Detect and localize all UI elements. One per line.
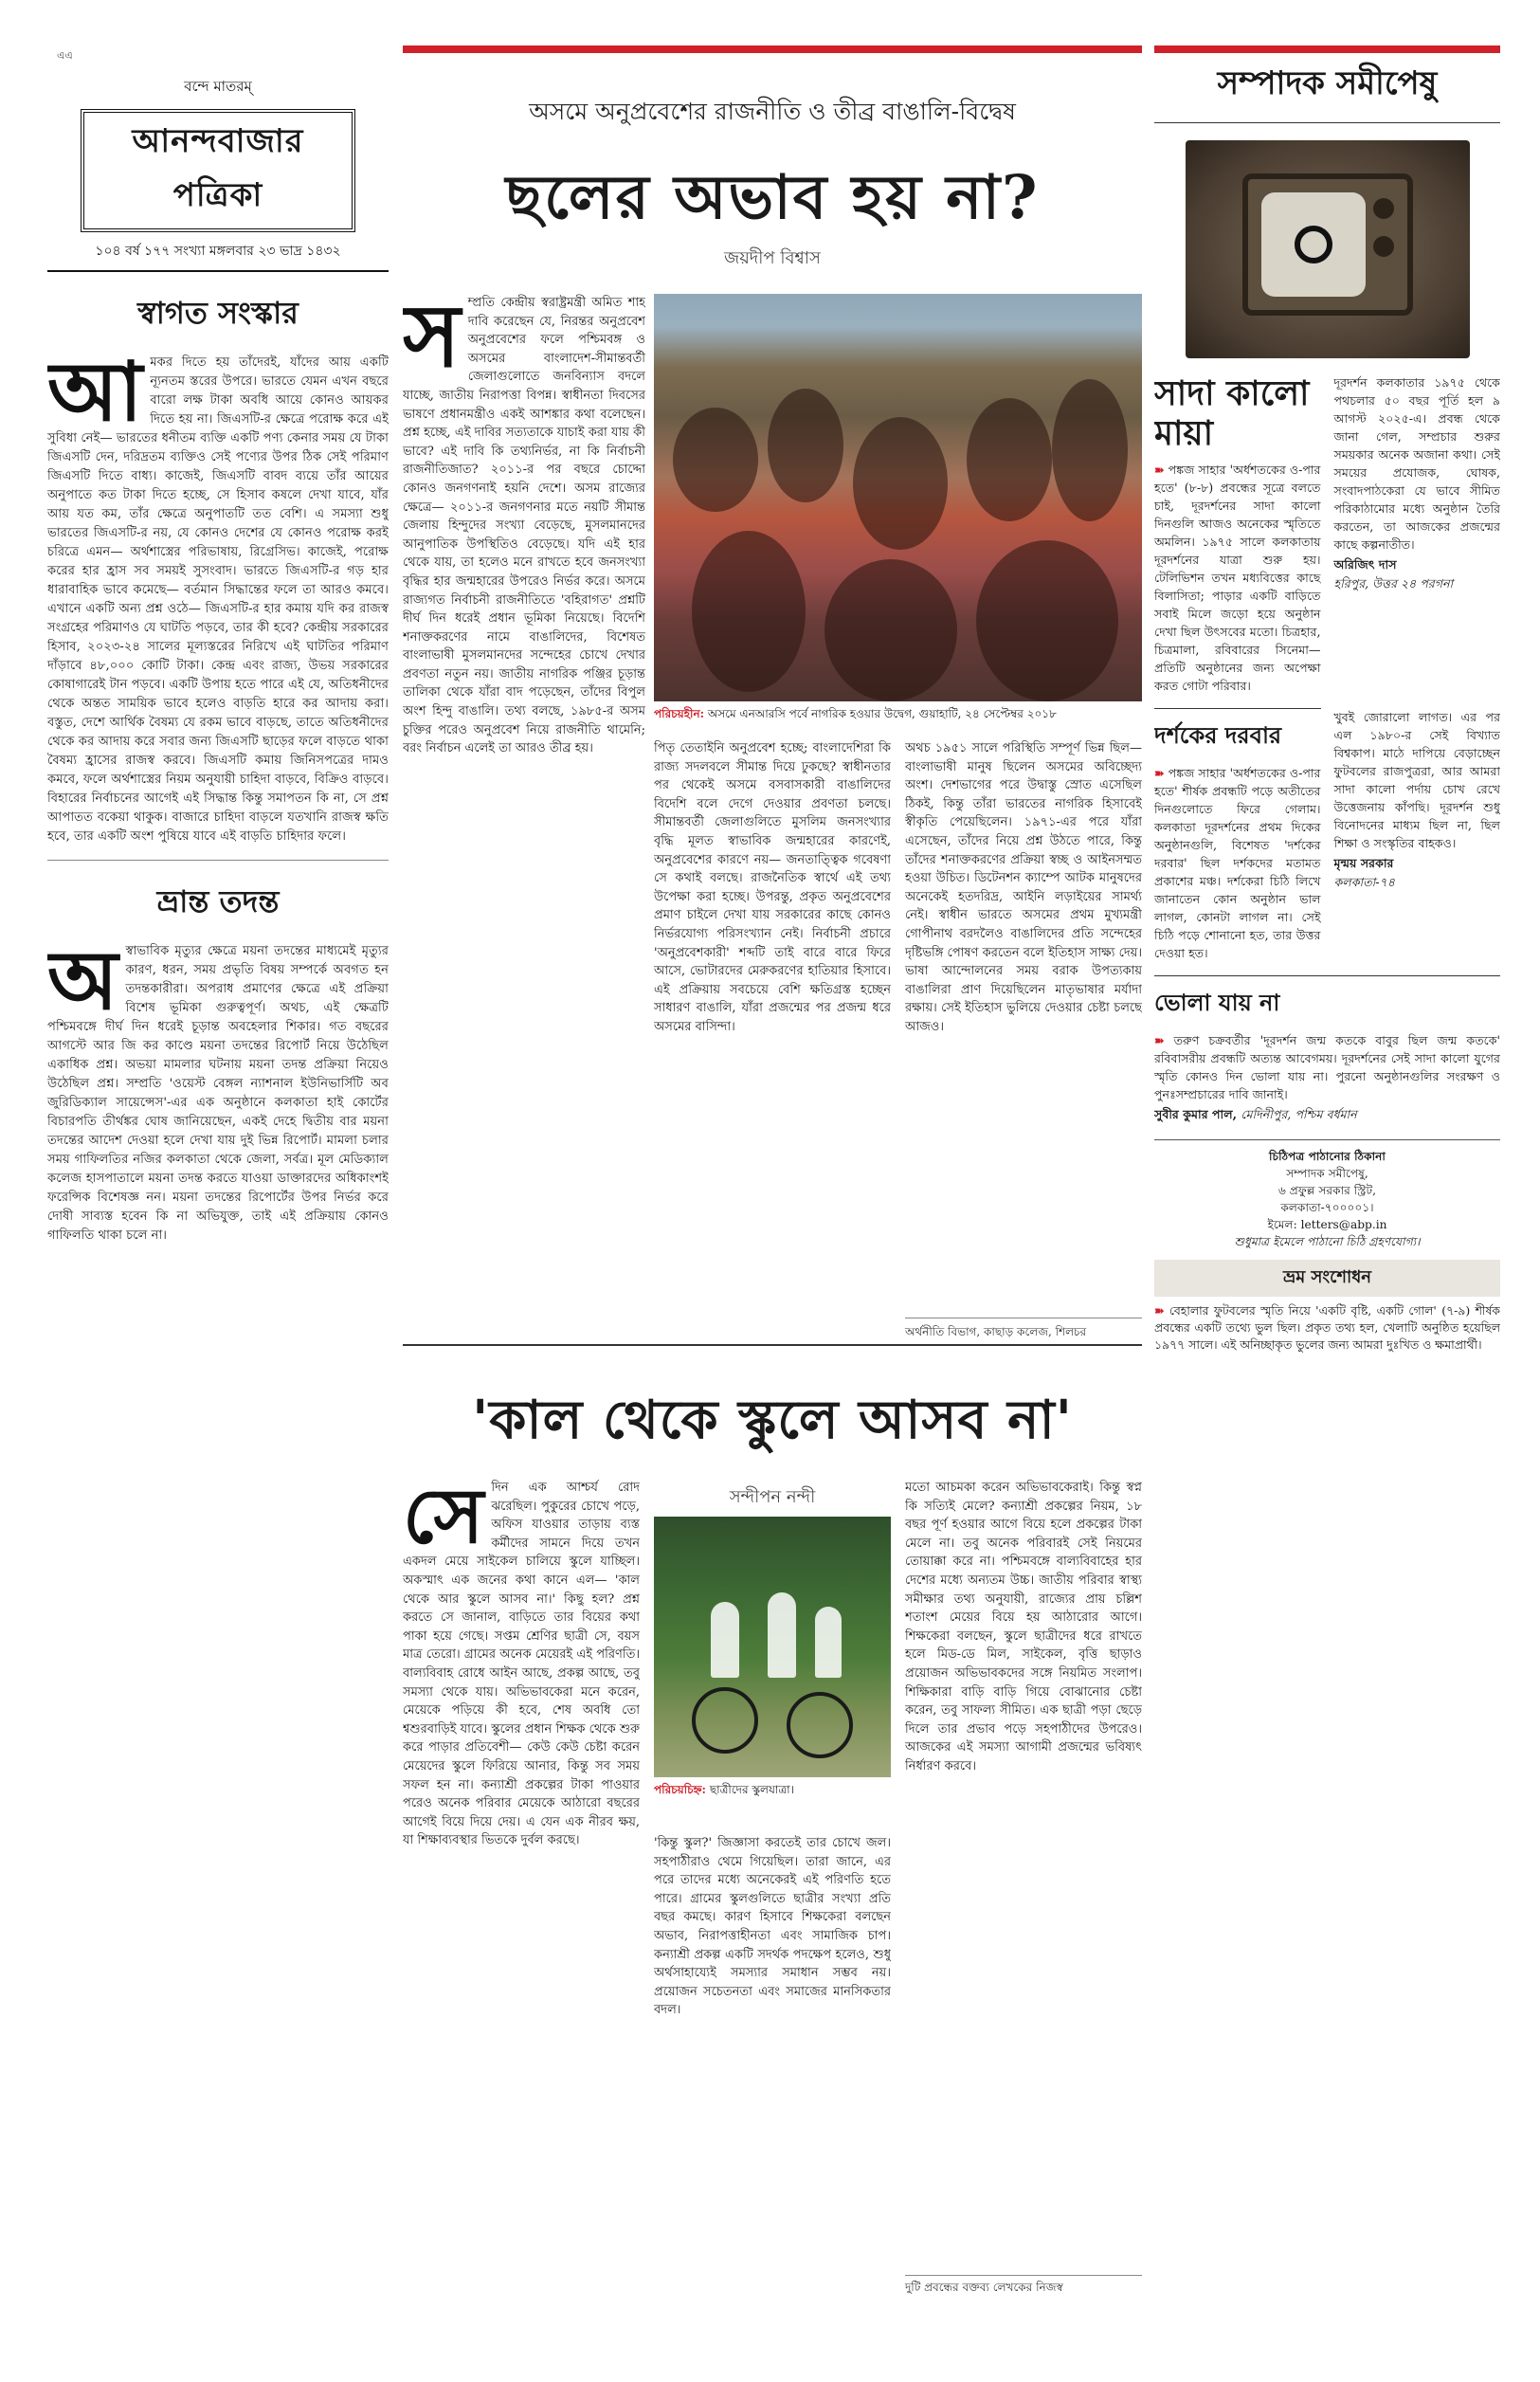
article2-dropcap: সে (403, 1479, 484, 1560)
article2-photo-caption (654, 1782, 891, 1798)
editorial-text-2: স্বাভাবিক মৃত্যুর ক্ষেত্রে ময়না তদন্তের মাধ্যমেই মৃত্যুর কারণ, ধরন, সময় প্রভৃতি বিষয় সম্পর্কে অবগত হন তদন্তকারীরা। অপরাধ প্রমাণের ক্ষেত্রে এই প্রক্রিয়া বিশেষ ভূমিকা গুরুত্বপূর্ণ। অথচ, এই ক্ষেত্রটি পশ্চিমবঙ্গে দীর্ঘ দিন ধরেই চূড়ান্ত অবহেলার শিকার। গত বছরের আগস্টে আর জি কর কাণ্ডে ময়না তদন্তের রিপোর্ট নিয়ে উঠেছিল একাধিক প্রশ্ন। অভয়া মামলার ঘটনায় ময়না তদন্ত প্রক্রিয়া নিয়েও উঠেছিল প্রশ্ন। সম্প্রতি 'ওয়েস্ট বেঙ্গল ন্যাশনাল ইউনিভার্সিটি অব জুরিডিক্যাল সায়েন্সেস'-এর এক অনুষ্ঠানে কলকাতা হাই কোর্টের বিচারপতি তীর্থঙ্কর ঘোষ জানিয়েছেন, একই দেহে দ্বিতীয় বার ময়না তদন্তের আদেশ দেওয়া হলে দেখা যায় দুই ভিন্ন রিপোর্ট। মামলা চলার সময় গাফিলতির নজির কলকাতা থেকে জেলা, সর্বত্র। মূল মেডিক্যাল কলেজ হাসপাতালে ময়না তদন্ত করতে যাওয়া ডাক্তারদের অধিকাংশই ফরেন্সিক বিশেষজ্ঞ নন। ময়না তদন্তের রিপোর্টের উপর নির্ভর করে দোষী সাব্যস্ত হবেন কি না অভিযুক্ত, তাই এই প্রক্রিয়ায় কোনও গাফিলতি থাকা চলে না। (47, 944, 389, 1243)
letter-3-title: ভোলা যায় না (1154, 975, 1500, 1024)
letter-1-title: সাদা কালো মায়া (1154, 373, 1310, 453)
article1-headline: ছলের অভাব হয় না? (505, 162, 1040, 233)
article1-author: জয়দীপ বিশ্বাস (724, 248, 821, 268)
article2-headline: 'কাল থেকে স্কুলে আসব না' (472, 1389, 1073, 1451)
arrow-icon: ➽ (1154, 463, 1165, 477)
letter-1 (1154, 373, 1500, 695)
arrow-icon: ➽ (1154, 1303, 1165, 1318)
article2-column-1 (403, 1479, 640, 2313)
article2-caption-tag: পরিচয়চিহ্ন: (654, 1783, 706, 1796)
letter-1-text-2: দূরদর্শন কলকাতার ১৯৭৫ থেকে পথচলার ৫০ বছর পূর্তি হল ৯ আগস্ট ২০২৫-এ। প্রবন্ধ থেকে জানা গেল, সম্প্রচার শুরুর সময়কার অনেক অজানা কথা। সেই সময়ের প্রযোজক, ঘোষক, সংবাদপাঠকেরা যে ভাবে সীমিত পরিকাঠামোর মধ্যে অনুষ্ঠান তৈরি করতেন, তা আজকের প্রজন্মের কাছে কল্পনাতীত। (1333, 375, 1500, 552)
letters-address-box: চিঠিপত্র পাঠানোর ঠিকানা সম্পাদক সমীপেষু, ৬ প্রফুল্ল সরকার স্ট্রিট, কলকাতা-৭০০০০১। ইমেল: letters@abp.in শুধুমাত্র ইমেলে পাঠানো চিঠি গ্রহণযোগ্য। (1154, 1139, 1500, 1250)
article2-caption-text: ছাত্রীদের স্কুলযাত্রা। (709, 1783, 794, 1796)
letters-email-link[interactable]: ইমেল: letters@abp.in (1267, 1218, 1387, 1231)
top-red-rule (403, 45, 1142, 53)
article1-column-2: পিতৃ তেতাইনি অনুপ্রবেশ হচ্ছে; বাংলাদেশিরা কি রাজ্য সদলবলে সীমান্ত দিয়ে ঢুকছে? স্বাধীনতার পর থেকেই অসমে বসবাসকারী বাঙালিদের বিদেশি বলে দেগে দেওয়ার প্রবণতা চলছে। সীমান্তবর্তী জেলাগুলিতে মুসলিম জনসংখ্যার বৃদ্ধি মূলত স্বাভাবিক জন্মহারের কারণেই, অনুপ্রবেশের কারণে নয়— জনতাত্ত্বিক গবেষণা সে কথাই বলছে। রাজনৈতিক স্বার্থে এই তথ্য উপেক্ষা করা হচ্ছে। উপরন্তু, প্রকৃত অনুপ্রবেশের প্রমাণ চাইলে দেখা যায় সরকারের কাছে কোনও নির্ভরযোগ্য পরিসংখ্যান নেই। নির্বাচনী প্রচারে 'অনুপ্রবেশকারী' শব্দটি তাই বারে বারে ফিরে আসে, ভোটারদের মেরুকরণের হাতিয়ার হিসাবে। এই প্রক্রিয়ায় সবচেয়ে বেশি ক্ষতিগ্রস্ত হচ্ছেন সাধারণ বাঙালি, যাঁরা প্রজন্মের পর প্রজন্ম ধরে অসমের বাসিন্দা। (654, 741, 891, 1034)
newspaper-masthead: আনন্দবাজার পত্রিকা (81, 109, 355, 232)
article1-caption-text: অসমে এনআরসি পর্বে নাগরিক হওয়ার উদ্বেগ, গুয়াহাটি, ২৪ সেপ্টেম্বর ২০১৮ (707, 707, 1057, 720)
editorial-dropcap-1: আ (47, 344, 143, 440)
article1-caption-tag: পরিচয়হীন: (654, 707, 705, 720)
letter-3-signature: সুবীর কুমার পাল, মেদিনীপুর, পশ্চিম বর্ধমান (1154, 1107, 1357, 1121)
edition-line: ১০৪ বর্ষ ১৭৭ সংখ্যা মঙ্গলবার ২৩ ভাদ্র ১৪৩২ (47, 240, 389, 272)
letter-1-text: পঙ্কজ সাহার 'অর্ধশতকের ও-পার হতে' (৮-৮) প্রবন্ধের সূত্রে বলতে চাই, দূরদর্শনের সাদা কালো দিনগুলি আজও অনেকের স্মৃতিতে অমলিন। ১৯৭৫ সালে কলকাতায় দূরদর্শনের যাত্রা শুরু হয়। টেলিভিশন তখন মধ্যবিত্তের কাছে বিলাসিতা; পাড়ার একটি বাড়িতে সবাই মিলে জড়ো হয়ে অনুষ্ঠান দেখা ছিল উৎসবের মতো। চিত্রহার, চিত্রমালা, রবিবারের সিনেমা— প্রতিটি অনুষ্ঠানের জন্য অপেক্ষা করত গোটা পরিবার। (1154, 463, 1321, 693)
article-divider (403, 1344, 1142, 1346)
letter-1-signature: অরিজিৎ দাস হরিপুর, উত্তর ২৪ পরগনা (1333, 557, 1454, 591)
letters-column (1154, 45, 1500, 2320)
article1-column-3: অথচ ১৯৫১ সালে পরিস্থিতি সম্পূর্ণ ভিন্ন ছিল— বাংলাভাষী মানুষ ছিলেন অসমের অবিচ্ছেদ্য অংশ। দেশভাগের পরে উদ্বাস্তু স্রোত এসেছিল ঠিকই, কিন্তু তাঁরা ভারতের নাগরিক হিসাবেই স্বীকৃতি পেয়েছিলেন। ১৯৭১-এর পরে যাঁরা এসেছেন, তাঁদের নিয়ে প্রশ্ন উঠতে পারে, কিন্তু তাঁদের শনাক্তকরণের প্রক্রিয়া স্বচ্ছ ও আইনসম্মত হওয়া উচিত। ডিটেনশন ক্যাম্পে আটক মানুষদের অনেকেই হতদরিদ্র, আইনি লড়াইয়ের সামর্থ্য নেই। স্বাধীন ভারতে অসমের প্রথম মুখ্যমন্ত্রী গোপীনাথ বরদলৈও বাঙালিদের প্রতি সন্দেহের দৃষ্টিভঙ্গি পোষণ করতেন বলে ইতিহাস সাক্ষ্য দেয়। ভাষা আন্দোলনের সময় বরাক উপত্যকায় বাঙালিরা প্রাণ দিয়েছিলেন মাতৃভাষার মর্যাদা রক্ষায়। সেই ইতিহাস ভুলিয়ে দেওয়ার চেষ্টা চলছে আজও। (905, 741, 1142, 1034)
editorial-column (47, 57, 389, 2332)
letter-2-signature: মৃন্ময় সরকার কলকাতা-৭৪ (1333, 856, 1395, 889)
editorial-dropcap-2: অ (47, 933, 118, 1028)
crowd-photo (654, 294, 1142, 701)
tv-icon (1242, 173, 1413, 316)
letters-section-title: সম্পাদক সমীপেষু (1154, 45, 1500, 123)
editorial-divider (47, 860, 389, 861)
schoolgirls-photo (654, 1517, 891, 1777)
editorial-body-2 (47, 933, 389, 1246)
letter-2 (1154, 695, 1500, 962)
article2-column-3: মতো আচমকা করেন অভিভাবকেরাই। কিন্তু স্বপ্ন কি সত্যিই মেলে? কন্যাশ্রী প্রকল্পের নিয়ম, ১৮ বছর পূর্ণ হওয়ার আগে বিয়ে হলে প্রকল্পের টাকা মেলে না। তবু অনেক পরিবারই সেই নিয়মের তোয়াক্কা করে না। পশ্চিমবঙ্গে বাল্যবিবাহের হার দেশের মধ্যে অন্যতম উচ্চ। জাতীয় পরিবার স্বাস্থ্য সমীক্ষার তথ্য অনুযায়ী, রাজ্যের প্রায় চল্লিশ শতাংশ মেয়ের বিয়ে হয় আঠারোর আগে। শিক্ষকেরা বলছেন, স্কুলে ছাত্রীদের ধরে রাখতে হলে মিড-ডে মিল, সাইকেল, বৃত্তি ছাড়াও প্রয়োজন অভিভাবকদের সঙ্গে নিয়মিত সংলাপ। শিক্ষিকারা বাড়ি বাড়ি গিয়ে বোঝানোর চেষ্টা করেন, তবু সাফল্য সীমিত। এক ছাত্রী পড়া ছেড়ে দিলে তার প্রভাব পড়ে সহপাঠীদের উপরেও। আজকের এই সমস্যা আগামী প্রজন্মের ভবিষ্যৎ নির্ধারণ করবে। (905, 1481, 1142, 1773)
article1-text-1: ম্প্রতি কেন্দ্রীয় স্বরাষ্ট্রমন্ত্রী অমিত শাহ দাবি করেছেন যে, নিরন্তর অনুপ্রবেশ অনুপ্রবেশের ফলে পশ্চিমবঙ্গ ও অসমের বাংলাদেশ-সীমান্তবর্তী জেলাগুলোতে জনবিন্যাস বদলে যাচ্ছে, জাতীয় নিরাপত্তা বিপন্ন। স্বাধীনতা দিবসের ভাষণে প্রধানমন্ত্রীও একই আশঙ্কার কথা বলেছেন। প্রশ্ন হচ্ছে, এই দাবির সত্যতাকে যাচাই করা যায় কী ভাবে? এই দাবি কি তথ্যনির্ভর, না কি নির্বাচনী রাজনীতিজাত? ২০১১-র পর বছরে চোদ্দো কোনও জনগণনাই হয়নি দেশে। অসম রাজ্যের ক্ষেত্রে— ২০১১-র জনগণনার মতে নয়টি সীমান্ত জেলায় হিন্দুদের সংখ্যা বেড়েছে, মুসলমানদের আনুপাতিক উপস্থিতিও বেড়েছে। যদি এই হার থেকে যায়, তা হলেও মনে রাখতে হবে জনসংখ্যা বৃদ্ধির হার জন্মহারের উপরেও নির্ভর করে। অসমে রাজ্যগত নির্বাচনী রাজনীতিতে 'বহিরাগত' প্রশ্নটি দীর্ঘ দিন ধরেই প্রধান ভূমিকা নিয়েছে। বিদেশি শনাক্তকরণের নামে বাঙালিদের, বিশেষত বাংলাভাষী মুসলমানদের সন্দেহের চোখে দেখার প্রবণতা নতুন নয়। জাতীয় নাগরিক পঞ্জির চূড়ান্ত তালিকা থেকে যাঁরা বাদ পড়েছেন, তাঁদের বিপুল অংশ হিন্দু বাঙালি। তথ্য বলছে, ১৯৮৫-র অসম চুক্তির পরেও অনুপ্রবেশ নিয়ে রাজনীতি থামেনি; বরং নির্বাচন এলেই তা আরও তীব্র হয়। (403, 296, 645, 756)
arrow-icon: ➽ (1154, 1033, 1165, 1047)
article2-footnote: দুটি প্রবন্ধের বক্তব্য লেখকের নিজস্ব (905, 2275, 1142, 2299)
page-corner-mark: এএ (57, 49, 73, 62)
doordarshan-logo-icon (1295, 226, 1332, 264)
correction-text: ➽ বেহালার ফুটবলের স্মৃতি নিয়ে 'একটি বৃষ্টি, একটি গোল' (৭-৯) শীর্ষক প্রবন্ধের একটি তথ্যে ভুল ছিল। প্রকৃত তথ্য হল, খেলাটি অনুষ্ঠিত হয়েছিল ১৯৭৭ সালে। এই অনিচ্ছাকৃত ভুলের জন্য আমরা দুঃখিত ও ক্ষমাপ্রার্থী। (1154, 1303, 1500, 1352)
article1-dropcap: স (403, 294, 461, 387)
article1-byline (403, 245, 1142, 274)
article1-photo-caption (654, 706, 1142, 722)
article2-text-1: দিন এক আশ্চর্য রোদ ঝরেছিল। পুকুরের চোখে পড়ে, অফিস যাওয়ার তাড়ায় ব্যস্ত কর্মীদের সামনে দিয়ে তখন একদল মেয়ে সাইকেল চালিয়ে স্কুলে যাচ্ছিল। অকস্মাৎ এক জনের কথা কানে এল— 'কাল থেকে আর স্কুলে আসব না।' কিছু হল? প্রশ্ন করতে সে জানাল, বাড়িতে তার বিয়ের কথা পাকা হয়ে গেছে। সপ্তম শ্রেণির ছাত্রী সে, বয়স মাত্র তেরো। গ্রামের অনেক মেয়েরই এই পরিণতি। বাল্যবিবাহ রোধে আইন আছে, প্রকল্প আছে, তবু সমস্যা থেকে যায়। অভিভাবকেরা মনে করেন, মেয়েকে পড়িয়ে কী হবে, শেষ অবধি তো শ্বশুরবাড়িই যাবে। স্কুলের প্রধান শিক্ষক থেকে শুরু করে পাড়ার প্রতিবেশী— কেউ কেউ চেষ্টা করেন মেয়েদের স্কুলে ফিরিয়ে আনার, কিন্তু সব সময় সফল হন না। কন্যাশ্রী প্রকল্পের টাকা পাওয়ার পরেও অনেক পরিবার মেয়েকে আঠারো বছরের আগেই বিয়ে দিয়ে দেয়। এ যেন এক নীরব ক্ষয়, যা শিক্ষাব্যবস্থার ভিতকে দুর্বল করছে। (403, 1481, 640, 1848)
letter-2-text: পঙ্কজ সাহার 'অর্ধশতকের ও-পার হতে' শীর্ষক প্রবন্ধটি পড়ে অতীতের দিনগুলোতে ফিরে গেলাম। কলকাতা দূরদর্শনের প্রথম দিকের অনুষ্ঠানগুলি, বিশেষত 'দর্শকের দরবার' ছিল দর্শকদের মতামত প্রকাশের মঞ্চ। দর্শকেরা চিঠি লিখে জানাতেন কোন অনুষ্ঠান ভাল লাগল, কোনটা লাগল না। সেই চিঠি পড়ে শোনানো হত, তার উত্তর দেওয়া হত। (1154, 766, 1321, 960)
editorial-body-1 (47, 344, 389, 846)
letter-2-text-2: খুবই জোরালো লাগত। এর পর এল ১৯৮০-র সেই বিখ্যাত বিশ্বকাপ। মাঠে দাপিয়ে বেড়াচ্ছেন ফুটবলের রাজপুত্ররা, আর আমরা সাদা কালো পর্দায় চোখ রেখে উত্তেজনায় কাঁপছি। দূরদর্শন শুধু বিনোদনের মাধ্যম ছিল না, ছিল শিক্ষা ও সংস্কৃতির বাহকও। (1333, 710, 1500, 850)
vintage-tv-illustration (1186, 140, 1470, 358)
article2-column-2: 'কিন্তু স্কুল?' জিজ্ঞাসা করতেই তার চোখে জল। সহপাঠীরাও থেমে গিয়েছিল। তারা জানে, এর পরে তাদের মধ্যে অনেকেরই এই পরিণতি হতে পারে। গ্রামের স্কুলগুলিতে ছাত্রীর সংখ্যা প্রতি বছর কমছে। কারণ হিসাবে শিক্ষকেরা বলছেন অভাব, নিরাপত্তাহীনতা এবং সামাজিক চাপ। কন্যাশ্রী প্রকল্প একটি সদর্থক পদক্ষেপ হলেও, শুধু অর্থসাহায্যেই সমস্যার সমাধান সম্ভব নয়। প্রয়োজন সচেতনতা এবং সমাজের মানসিকতার বদল। (654, 1836, 891, 2018)
article2-byline: সন্দীপন নন্দী (729, 1487, 816, 1507)
letter-2-title: দর্শকের দরবার (1154, 708, 1321, 756)
article1-column-1 (403, 294, 645, 1289)
article1-kicker: অসমে অনুপ্রবেশের রাজনীতি ও তীব্র বাঙালি-বিদ্বেষ (529, 98, 1016, 125)
editorial-title-2: ভ্রান্ত তদন্ত (156, 883, 280, 919)
correction-title: ভ্রম সংশোধন (1154, 1260, 1500, 1297)
article1-author-note: অর্থনীতি বিভাগ, কাছাড় কলেজ, শিলচর (905, 1318, 1142, 1343)
arrow-icon: ➽ (1154, 766, 1165, 780)
editorial-title-1: স্বাগত সংস্কার (137, 295, 299, 331)
editorial-text-1: মকর দিতে হয় তাঁদেরই, যাঁদের আয় একটি ন্যূনতম স্তরের উপরে। ভারতে যেমন এখন বছরে বারো লক্ষ টাকা অবধি আয়ে কোনও আয়কর দিতে হয় না। জিএসটি-র ক্ষেত্রে পরোক্ষ করে এই সুবিধা নেই— ভারতের ধনীতম ব্যক্তি একটি পণ্য কেনার সময় যে টাকা জিএসটি দেন, দরিদ্রতম ব্যক্তিও সেই পণ্যের উপর ঠিক সেই পরিমাণ জিএসটি দিতে বাধ্য। কাজেই, জিএসটি বাবদ ব্যয়ে তাঁর আয়ের অনুপাতে কত টাকা দিতে হচ্ছে, সে হিসাব কষলে দেখা যাবে, যাঁর আয় যত কম, তাঁর ক্ষেত্রে অনুপাতটি তত বেশি। এ সমস্যা শুধু ভারতের জিএসটি-র নয়, যে কোনও দেশের যে কোনও পরোক্ষ করই চরিত্রে এমন— অর্থশাস্ত্রের পরিভাষায়, রিগ্রেসিভ। কাজেই, পরোক্ষ করের হার হ্রাস সব সময়ই সুসংবাদ। ভারতে জিএসটি-র গড় হার ধারাবাহিক ভাবে কমেছে— বর্তমান সিদ্ধান্তের ফলে তা আরও কমবে। এখানে একটি অন্য প্রশ্ন ওঠে— জিএসটি-র হার কমায় যদি কর রাজস্ব সংগ্রহের পরিমাণও যে ঘাটতি পড়বে, তার কী হবে? কেন্দ্রীয় সরকারের হিসাব, ২০২৩-২৪ সালের মূল্যস্তরের নিরিখে এই ঘাটতির পরিমাণ দাঁড়াবে ৪৮,০০০ কোটি টাকা। কেন্দ্র এবং রাজ্য, উভয় সরকারের কোষাগারেই টান পড়বে। একটি উপায় হতে পারে এই যে, অতিধনীদের থেকে অন্তত সাময়িক ভাবে হলেও বাড়তি হারে কর আদায় করা। বস্তুত, দেশে আর্থিক বৈষম্য যে রকম ভাবে বাড়ছে, তাতে অতিধনীদের থেকে কর আদায় করে সবার জন্য জিএসটি ছাড়ের ফলে বাড়তে থাকা বৈষম্য হ্রাসের রাজস্ব করবে। জিএসটি কমায় জিনিসপত্রের দামও কমবে, ফলে অর্থশাস্ত্রের নিয়ম অনুযায়ী চাহিদা বাড়বে, বিক্রিও বাড়বে। বিহারের নির্বাচনের আগেই এই সিদ্ধান্ত কিন্তু সমাপতন কি না, সে প্রশ্ন আপাতত বকেয়া থাকুক। বাজারে চাহিদা বাড়লে যতখানি রাজস্ব ক্ষতি হবে, তার একটি অংশ পুষিয়ে যাবে এই বাড়তি চাহিদার ফলে। (47, 355, 389, 844)
vande-mataram: বন্দে মাতরম্‌ (184, 78, 252, 95)
letter-3-text: তরুণ চক্রবর্তীর 'দূরদর্শন জন্ম কতকে বাবুর ছিল জন্ম কতকে' রবিবাসরীয় প্রবন্ধটি অত্যন্ত আবেগময়। দূরদর্শনের সেই সাদা কালো যুগের স্মৃতি কোনও দিন ভোলা যায় না। পুরনো অনুষ্ঠানগুলির সংরক্ষণ ও পুনঃসম্প্রচারের দাবি জানাই। (1154, 1033, 1500, 1101)
letter-3 (1154, 975, 1500, 1126)
